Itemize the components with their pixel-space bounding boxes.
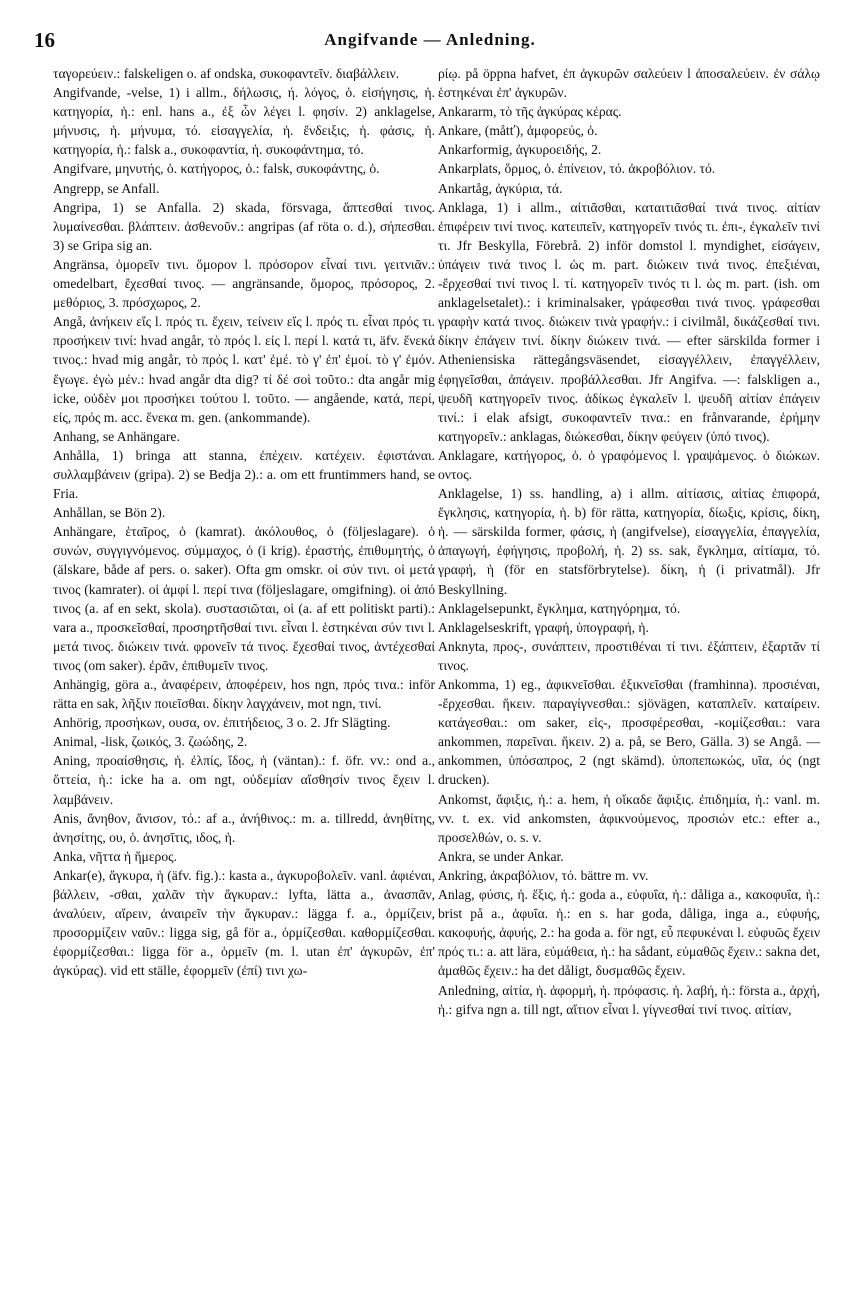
entry: Ankarformig, ἀγκυροειδής, 2. — [438, 142, 602, 158]
entry: Ankarplats, ὅρμος, ὁ. ἐπίνειον, τό. ἀκροβόλιον. τό. — [438, 161, 716, 177]
entry: Anklagelse, 1) ss. handling, a) i allm. αἰτίασις, αἰτίας ἐπιφορά, ἔγκλησις, κατηγορία, ἡ. b) för rätta, κατηγορία, δίωξις, κρίσις, δίκη, ἡ. — särskilda former, φάσις, ἡ (angifvelse), εἰσαγγελία, ἐπαγγελία, ἀπαγωγή, ἐφήγησις, προβολή, ἡ. 2) ss. sak, ἔγκλημα, αἰτίαμα, τό. γραφή, ἡ (för en statsförbrytelse). δίκη, ἡ (i privatmål). Jfr Beskyllning. — [438, 486, 820, 597]
entry: ταγορεύειν.: falskeligen o. af ondska, συκοφαντεῖν. διαβάλλειν. — [53, 66, 400, 81]
entry: Anhängare, ἑταῖρος, ὁ (kamrat). ἀκόλουθος, ὁ (följeslagare). ὁ συνών, συγγιγνόμενος. σύμμαχος, ὁ (i krig). ἐραστής, ἐπιθυμητής, ὁ (älskare, både af pers. o. saker). Ofta gm omskr. οἱ σύν τινι. οἱ μετά τινος (kamrater). οἱ ἀμφί l. περί τινα (följeslagare, omgifning). οἱ ἀπό τινος (a. af en sekt, skola). συστασιῶται, οἱ (a. af ett politiskt parti).: vara a., προσκεῖσθαί, προσηρτῆσθαί τινι. εἶναι l. ἑστηκέναι σύν τινι l. μετά τινος. διώκειν τινά. φρονεῖν τά τινος. ἔχεσθαί τινος, ἀντέχεσθαί τινος (om saker). ἐρᾶν, ἐπιθυμεῖν τινος. — [53, 524, 435, 673]
entry: Angifvande, -velse, 1) i allm., δήλωσις, ή. λόγος, ὁ. εἰσήγησις, ἡ. κατηγορία, ἡ.: enl. hans a., ἐξ ὧν λέγει l. φησίν. 2) anklagelse, μήνυσις, ἡ. μήνυμα, τό. εἰσαγγελία, ἡ. ἔνδειξις, ἡ. φάσις, ἡ. κατηγορία, ἡ.: falsk a., συκοφαντία, ἡ. συκοφάντημα, τό. — [53, 85, 435, 158]
entry: Anhållan, se Bön 2). — [53, 505, 166, 521]
entry: Anklaga, 1) i allm., αἰτιᾶσθαι, καταιτιᾶσθαί τινά τινος. αἰτίαν ἐπιφέρειν τινί τινος. κατειπεῖν, κατηγορεῖν τινός τι. ἐπι-, ἐγκαλεῖν τινί τι. Jfr Beskylla, Förebrå. 2) inför domstol l. myndighet, εἰσάγειν, ὑπάγειν τινά τινος l. ὡς m. part. διώκειν τινά τινος. ἐπεξιέναι, -ἔρχεσθαί τινί τινος l. τί. κατηγορεῖν τινός τι l. ὡς m. part. (ish. om anklagelsetalet).: i kriminalsaker, γράφεσθαι τινά τινος. γράφεσθαι γραφὴν κατά τινος. διώκειν τινὰ γραφήν.: i civilmål, δικάζεσθαί τινι. δίκην ἐπάγειν τινί. δίκην διώκειν τινά. — efter särskilda former i Atheniensiska rättegångsväsendet, εἰσαγγέλλειν, ἐπαγγέλλειν, ἐφηγεῖσθαι, ἀπάγειν. προβάλλεσθαι. Jfr Angifva. —: falskligen a., ψευδῆ κατηγορεῖν τινος. ἀδίκως ἐγκαλεῖν l. ψευδῆ αἰτίαν ἐπάγειν τινί.: i elak afsigt, συκοφαντεῖν τινα.: en frånvarande, ἐρήμην κατηγορεῖν.: anklagas, διώκεσθαι, δίκην φεύγειν (ὑπό τινος). — [438, 199, 820, 444]
entry: Ankartåg, ἀγκύρια, τά. — [438, 180, 563, 196]
entry: Ankar(e), ἄγκυρα, ἡ (äfv. fig.).: kasta a., ἀγκυροβολεῖν. vanl. ἀφιέναι, βάλλειν, -σθαι, χαλᾶν τὴν ἄγκυραν.: lyfta, lätta a., ἀνασπᾶν, ἀναλύειν, αἴρειν, ἀναιρεῖν τὴν ἄγκυραν.: lägga f. a., ὁρμίζειν, προσορμίζειν ναῦν.: ligga sig, gå för a., ὁρμίζεσθαι. καθορμίζεσθαι. ἐφορμίζεσθαι.: ligga för a., ὁρμεῖν (m. l. utan ἐπ' ἀγκυρῶν, ἐπ' ἀγκύρας). vid ett ställe, ἐφορμεῖν (ἐπί) τινι χω- — [53, 867, 435, 979]
entry: Ankomma, 1) eg., ἀφικνεῖσθαι. ἐξικνεῖσθαι (framhinna). προσιέναι, -ἔρχεσθαι. ἥκειν. παραγίγνεσθαι.: sjövägen, καταπλεῖν. καταίρειν. κατάγεσθαι.: om saker, εἰς-, προσφέρεσθαι, -κομίζεσθαι.: vara ankommen, παρεῖναι. ἥκειν. 2) a. på, se Bero, Gälla. 3) se Angå. — ankommen, ὑπόσαπρος, 2 (ngt skämd). ὑποπεπωκώς, υῖα, ός (ngt drucken). — [438, 677, 820, 788]
entry: Anledning, αἰτία, ἡ. ἀφορμή, ἡ. πρόφασις. ἡ. λαβή, ἡ.: första a., ἀρχή, ἡ.: gifva ngn a. till ngt, αἴτιον εἶναι l. γίγνεσθαί τινί τινος. αἰτίαν, — [438, 982, 820, 1017]
entry: Ankararm, τὸ τῆς ἀγκύρας κέρας. — [438, 104, 622, 120]
entry: Anklagelsepunkt, ἔγκλημα, κατηγόρημα, τό. — [438, 600, 681, 616]
entry: Aning, προαίσθησις, ἡ. ἐλπίς, ἴδος, ἡ (väntan).: f. öfr. vv.: ond a., ὄττεία, ἡ.: icke ha a. om ngt, οὐδεμίαν αἴσθησίν τινος ἔχειν l. λαμβάνειν. — [53, 753, 435, 807]
entry: Angränsa, ὁμορεῖν τινι. ὅμορον l. πρόσορον εἶναί τινι. γειτνιᾶν.: omedelbart, ἔχεσθαί τινος. — angränsande, ὅμορος, πρόσορος, 2. μεθόριος, 3. πρόσχωρος, 2. — [53, 256, 435, 311]
entry: Angifvare, μηνυτής, ὁ. κατήγορος, ὁ.: falsk, συκοφάντης, ὁ. — [53, 161, 380, 177]
entry: Anhålla, 1) bringa att stanna, ἐπέχειν. κατέχειν. ἐφιστάναι. συλλαμβάνειν (gripa). 2) se Bedja 2).: a. om ett fruntimmers hand, se Fria. — [53, 447, 435, 502]
left-column — [53, 64, 435, 1284]
page-header — [30, 28, 830, 56]
entry: Anklagelseskrift, γραφή, ὑπογραφή, ἡ. — [438, 619, 649, 635]
entry: Anka, νῆττα ἡ ἥμερος. — [53, 848, 177, 864]
page-number: 16 — [34, 28, 55, 52]
entry: Ankare, (måtť), ἀμφορεύς, ὁ. — [438, 123, 598, 139]
entry: Ankring, ἀκραβόλιον, τό. bättre m. vv. — [438, 867, 649, 883]
entry: Anhörig, προσήκων, ουσα, ον. ἐπιτήδειος, 3 o. 2. Jfr Slägting. — [53, 715, 391, 731]
entry: Anklagare, κατήγορος, ὁ. ὁ γραφόμενος l. γραψάμενος. ὁ διώκων. οντος. — [438, 447, 820, 482]
running-title: Angifvande — Anledning. — [324, 30, 536, 49]
entry: Anlag, φύσις, ἡ. ἕξις, ἡ.: goda a., εὐφυΐα, ἡ.: dåliga a., κακοφυΐα, ἡ.: brist på a., ἀφυΐα. ἡ.: en s. har goda, dåliga, inga a., εὐφυής, κακοφυής, ἀφυής, 2.: ha goda a. för ngt, εὖ πεφυκέναι l. εὐφυῶς ἔχειν πρός τι.: a. att lära, εὐμάθεια, ἡ.: ha sådant, εὐμαθῶς ἔχειν.: sakna det, ἀμαθῶς ἔχειν.: ha det dåligt, δυσμαθῶς ἔχειν. — [438, 887, 820, 979]
entry: Ankra, se under Ankar. — [438, 848, 564, 864]
entry: Anhängig, göra a., ἀναφέρειν, ἀποφέρειν, hos ngn, πρός τινα.: inför rätta en sak, λῆξιν ποιεῖσθαι. δίκην λαγχάνειν, mot ngn, τινί. — [53, 677, 435, 712]
entry: Angripa, 1) se Anfalla. 2) skada, försvaga, ἅπτεσθαί τινος. λυμαίνεσθαι. βλάπτειν. ἀσθενοῦν.: angripas (af röta o. d.), σήπεσθαι. 3) se Gripa sig an. — [53, 199, 435, 253]
entry: Animal, -lisk, ζωικός, 3. ζωώδης, 2. — [53, 734, 248, 750]
right-column — [438, 64, 820, 1284]
entry: ρίῳ. på öppna hafvet, ἐπ ἀγκυρῶν σαλεύειν l ἀποσαλεύειν. ἐν σάλῳ ἑστηκέναι ἐπ' ἀγκυρῶν. — [438, 66, 820, 101]
entry: Angrepp, se Anfall. — [53, 180, 160, 196]
entry: Angå, ἀνήκειν εἴς l. πρός τι. ἔχειν, τείνειν εἴς l. πρός τι. εἶναι πρός τι. προσήκειν τινί: hvad angår, τὸ πρός l. εἰς l. περί l. κατά τι, äfv. ἕνεκά τινος.: hvad mig angår, τὸ πρός l. κατ' ἐμέ. τὸ γ' ἐπ' ἐμοί. τὸ γ' ἐμόν. ἔγωγε. ἐγὼ μέν.: hvad angår dta dig? τί δέ σοὶ τοῦτο.: dta angår mig icke, οὐδὲν μοι προσήκει τούτου l. τοῦτο. — angående, κατά, περί, εἰς, πρός m. acc. ἕνεκα m. gen. (ankommande). — [53, 314, 435, 425]
entry: Anknyta, προς-, συνάπτειν, προστιθέναι τί τινι. ἐξάπτειν, ἐξαρτᾶν τί τινος. — [438, 638, 820, 673]
entry: Anhang, se Anhängare. — [53, 428, 180, 444]
entry: Ankomst, ἄφιξις, ἡ.: a. hem, ἡ οἴκαδε ἄφιξις. ἐπιδημία, ἡ.: vanl. m. vv. t. ex. vid ankomsten, ἀφικνούμενος, προσιών etc.: efter a., προσελθών, o. s. v. — [438, 791, 820, 845]
entry: Anis, ἄνηθον, ἄνισον, τό.: af a., ἀνήθινος.: m. a. tillredd, ἀνηθίτης, ἀνησίτης, ου, ὁ. ἀνησῖτις, ιδος, ἡ. — [53, 810, 435, 845]
